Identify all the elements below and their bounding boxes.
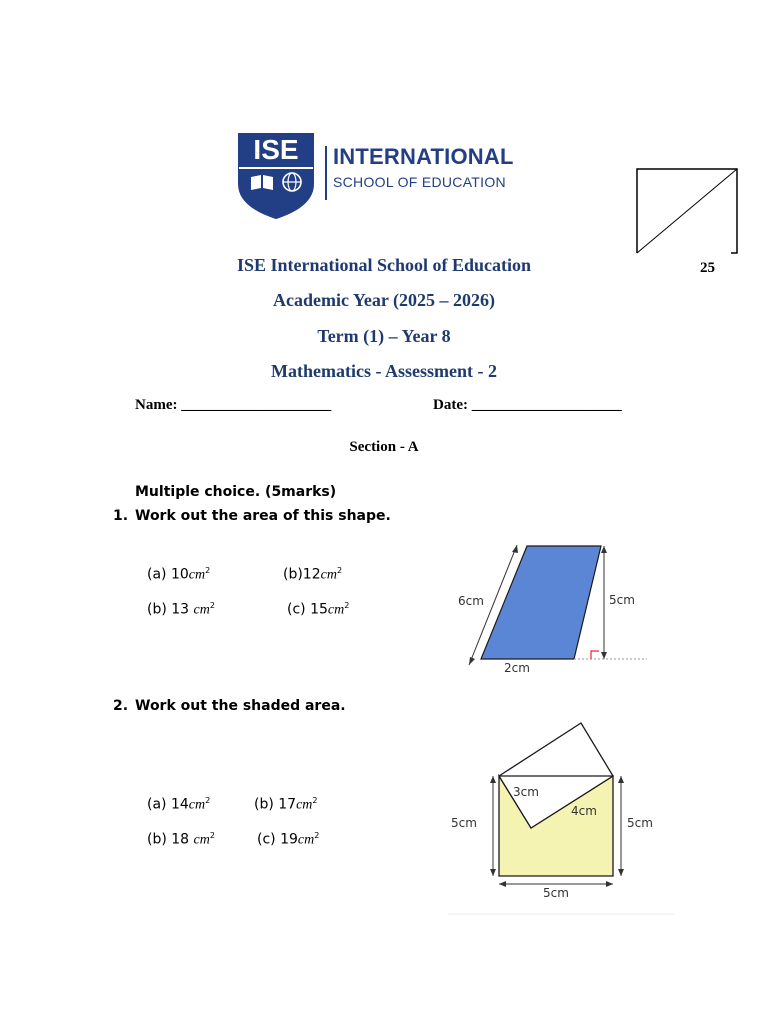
q1-option-b2[interactable]: (b) 13 $cm^2$ — [147, 601, 215, 618]
section-heading: Section - A — [349, 439, 419, 455]
logo-divider — [325, 146, 327, 200]
assessment-title: Mathematics - Assessment - 2 — [271, 361, 497, 381]
q2-left-label: 5cm — [451, 816, 477, 830]
school-name: ISE International School of Education — [236, 255, 532, 275]
name-field[interactable] — [135, 397, 331, 414]
name-label: Name: — [135, 397, 178, 413]
term-year: Term (1) – Year 8 — [317, 326, 451, 346]
school-logo — [237, 132, 537, 222]
score-box-frame — [636, 168, 738, 254]
q2-option-c[interactable]: (c) $19cm^2$ — [257, 831, 320, 848]
name-line: ____________________ — [181, 397, 332, 413]
logo-line2: SCHOOL OF EDUCATION — [333, 174, 506, 190]
instructions: Multiple choice. (5marks) — [135, 484, 337, 500]
question-1-text: Work out the area of this shape. — [135, 508, 391, 524]
q2-figure — [448, 718, 674, 916]
q2-tri-side2-label: 4cm — [571, 804, 597, 818]
parallelogram-shape — [481, 546, 601, 659]
q1-base-label: 2cm — [504, 661, 530, 675]
shield-text: ISE — [253, 134, 299, 165]
q1-figure — [452, 538, 652, 683]
logo-line1: INTERNATIONAL — [333, 144, 514, 169]
q1-side-label: 6cm — [458, 594, 484, 608]
date-field[interactable] — [433, 397, 622, 414]
q2-right-label: 5cm — [627, 816, 653, 830]
q2-option-a[interactable]: (a) $14cm^2$ — [147, 796, 211, 813]
q2-option-b2[interactable]: (b) 18 $cm^2$ — [147, 831, 215, 848]
q1-option-c[interactable]: (c) $15cm^2$ — [287, 601, 350, 618]
q2-option-b[interactable]: (b) $17cm^2$ — [254, 796, 318, 813]
q2-base-label: 5cm — [543, 886, 569, 900]
question-2-number: 2. — [113, 698, 129, 714]
question-2-text: Work out the shaded area. — [135, 698, 346, 714]
date-label: Date: — [433, 397, 468, 413]
q1-option-b[interactable]: $(b)12cm^2$ — [283, 566, 343, 583]
date-line: ____________________ — [471, 397, 622, 413]
q1-height-label: 5cm — [609, 593, 635, 607]
q1-option-a[interactable]: (a) $10cm^2$ — [147, 566, 211, 583]
question-1-number: 1. — [113, 508, 129, 524]
academic-year: Academic Year (2025 – 2026) — [273, 290, 495, 310]
score-total: 25 — [700, 260, 715, 276]
q2-tri-side1-label: 3cm — [513, 785, 539, 799]
score-box — [636, 168, 738, 254]
parallelogram-diagram — [452, 538, 652, 683]
